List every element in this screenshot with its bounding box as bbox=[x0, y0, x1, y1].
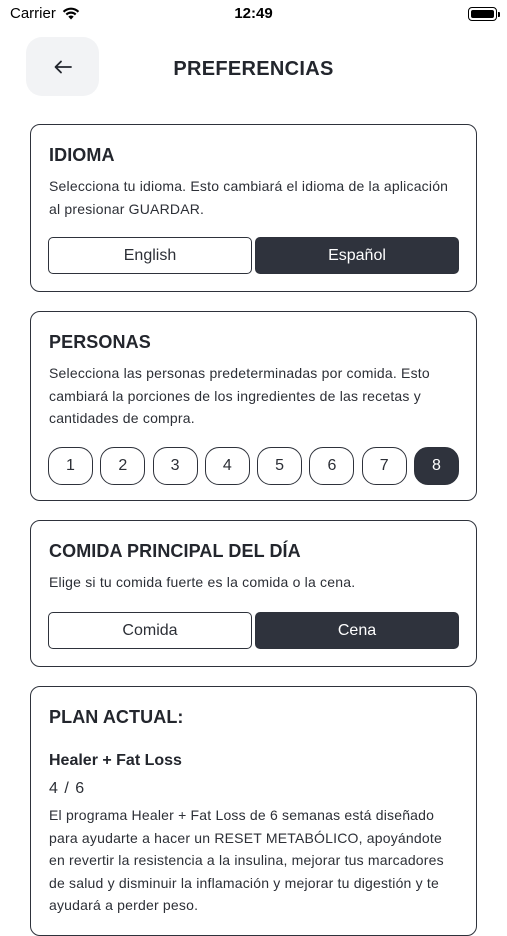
plan-progress: 4 / 6 bbox=[49, 780, 86, 797]
comida-principal-description: Elige si tu comida fuerte es la comida o la cena. bbox=[49, 574, 356, 590]
persons-option-3[interactable]: 3 bbox=[153, 447, 198, 485]
personas-description: Selecciona las personas predeterminadas por comida. Esto cambiará la porciones de los ingredientes de las recetas y cantidades de compra. bbox=[49, 365, 430, 426]
persons-option-1[interactable]: 1 bbox=[48, 447, 93, 485]
persons-option-7[interactable]: 7 bbox=[362, 447, 407, 485]
main-meal-selector bbox=[48, 612, 459, 649]
persons-selector bbox=[48, 447, 459, 485]
language-selector bbox=[48, 237, 459, 274]
plan-actual-card bbox=[30, 686, 477, 936]
persons-option-5[interactable]: 5 bbox=[257, 447, 302, 485]
main-meal-option-comida[interactable]: Comida bbox=[48, 612, 252, 649]
comida-principal-card bbox=[30, 520, 477, 667]
battery-icon bbox=[468, 7, 497, 21]
plan-name: Healer + Fat Loss bbox=[49, 752, 182, 769]
idioma-description: Selecciona tu idioma. Esto cambiará el idioma de la aplicación al presionar GUARDAR. bbox=[49, 178, 449, 217]
personas-card bbox=[30, 311, 477, 501]
plan-actual-title: PLAN ACTUAL: bbox=[49, 707, 184, 727]
persons-option-8[interactable]: 8 bbox=[414, 447, 459, 485]
language-option-english[interactable]: English bbox=[48, 237, 252, 274]
plan-description: El programa Healer + Fat Loss de 6 semanas está diseñado para ayudarte a hacer un RESET METABÓLICO, apoyándote en revertir la resistencia a la insulina, mejorar tus marcadores de salud y disminuir la inflamación y mejorar tu digestión y te ayudará a perder peso. bbox=[49, 807, 444, 913]
persons-option-2[interactable]: 2 bbox=[100, 447, 145, 485]
main-meal-option-cena[interactable]: Cena bbox=[255, 612, 459, 649]
idioma-title: IDIOMA bbox=[49, 145, 115, 165]
carrier-label: Carrier bbox=[10, 5, 56, 22]
language-option-espanol[interactable]: Español bbox=[255, 237, 459, 274]
persons-option-6[interactable]: 6 bbox=[309, 447, 354, 485]
page-title: PREFERENCIAS bbox=[173, 58, 334, 80]
status-bar bbox=[0, 0, 507, 30]
persons-option-4[interactable]: 4 bbox=[205, 447, 250, 485]
comida-principal-title: COMIDA PRINCIPAL DEL DÍA bbox=[49, 541, 301, 561]
idioma-card bbox=[30, 124, 477, 292]
personas-title: PERSONAS bbox=[49, 332, 151, 352]
status-time: 12:49 bbox=[234, 5, 273, 22]
